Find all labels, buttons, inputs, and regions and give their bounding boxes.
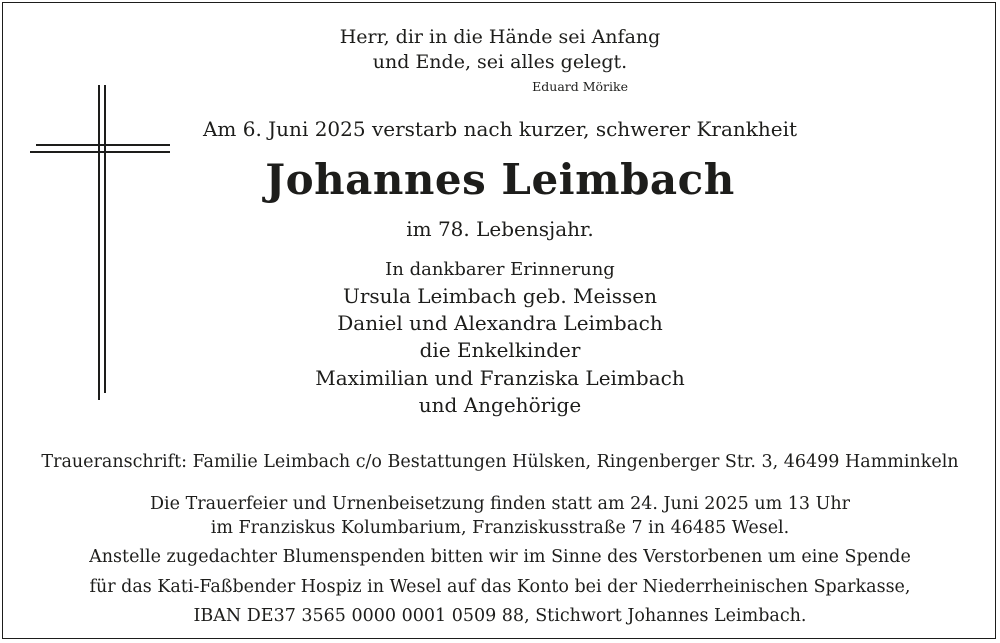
donation-line-1: Anstelle zugedachter Blumenspenden bitten wir im Sinne des Verstorbenen um eine Spende bbox=[89, 547, 911, 567]
mourner-name: Maximilian und Franziska Leimbach bbox=[315, 366, 685, 390]
motto-author: Eduard Mörike bbox=[532, 79, 628, 94]
mourner-name: Daniel und Alexandra Leimbach bbox=[337, 311, 663, 335]
mourning-address: Traueranschrift: Familie Leimbach c/o Bestattungen Hülsken, Ringenberger Str. 3, 46499 Hamminkeln bbox=[41, 452, 959, 472]
mourner-name: und Angehörige bbox=[418, 393, 582, 417]
ceremony-line-2: im Franziskus Kolumbarium, Franziskusstraße 7 in 46485 Wesel. bbox=[210, 518, 790, 538]
deceased-name: Johannes Leimbach bbox=[265, 155, 735, 204]
motto-line-1: Herr, dir in die Hände sei Anfang bbox=[339, 26, 661, 48]
mourner-name: Ursula Leimbach geb. Meissen bbox=[343, 284, 657, 308]
motto-line-2: und Ende, sei alles gelegt. bbox=[372, 51, 628, 73]
announcement-intro: Am 6. Juni 2025 verstarb nach kurzer, schwerer Krankheit bbox=[202, 117, 798, 141]
donation-line-2: für das Kati-Faßbender Hospiz in Wesel auf das Konto bei der Niederrheinischen Sparkasse, bbox=[89, 577, 911, 597]
mourners-heading: In dankbarer Erinnerung bbox=[385, 259, 615, 280]
donation-line-3: IBAN DE37 3565 0000 0001 0509 88, Stichwort Johannes Leimbach. bbox=[193, 606, 807, 626]
ceremony-line-1: Die Trauerfeier und Urnenbeisetzung finden statt am 24. Juni 2025 um 13 Uhr bbox=[150, 494, 850, 514]
mourner-name: die Enkelkinder bbox=[419, 338, 581, 362]
deceased-age: im 78. Lebensjahr. bbox=[406, 217, 594, 241]
